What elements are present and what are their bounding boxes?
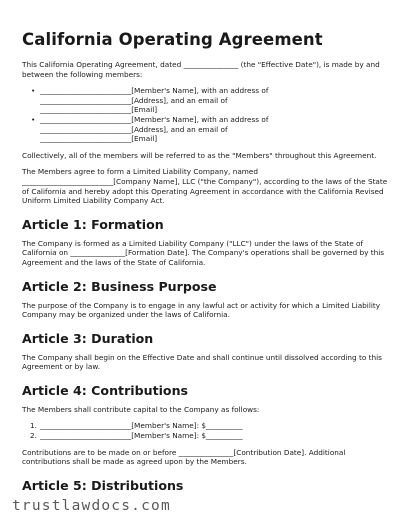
watermark: trustlawdocs.com bbox=[12, 498, 171, 514]
member-address-line: _________________________[Address], and an email of bbox=[40, 95, 228, 105]
article-4-text: The Members shall contribute capital to the Company as follows: bbox=[22, 404, 260, 414]
document-title: California Operating Agreement bbox=[22, 30, 323, 49]
contribution-item bbox=[22, 421, 388, 431]
member-address-line: _________________________[Address], and an email of bbox=[40, 124, 228, 134]
contribution-number: 2. bbox=[30, 431, 37, 441]
article-1-text: The Company is formed as a Limited Liability Company ("LLC") under the laws of the State of California on _______________[Formation Date]. The Company's operations shall be governed by this Agreement and the laws of the State of California. bbox=[22, 238, 385, 267]
member-item bbox=[22, 115, 388, 144]
contribution-text: _________________________[Member's Name]: $__________ bbox=[40, 431, 243, 441]
article-5-heading: Article 5: Distributions bbox=[22, 477, 184, 493]
intro-paragraph: This California Operating Agreement, dated _______________ (the "Effective Date"), is made by and between the following members: bbox=[22, 60, 380, 79]
article-2-text: The purpose of the Company is to engage in any lawful act or activity for which a Limited Liability Company may be organized under the laws of California. bbox=[22, 300, 381, 320]
article-3-heading: Article 3: Duration bbox=[22, 330, 154, 346]
member-item bbox=[22, 86, 388, 115]
document-page bbox=[22, 30, 388, 500]
article-3-text: The Company shall begin on the Effective Date and shall continue until dissolved according to this Agreement or by law. bbox=[22, 352, 382, 372]
article-2-heading: Article 2: Business Purpose bbox=[22, 278, 217, 294]
formation-intro-paragraph: The Members agree to form a Limited Liability Company, named _________________________[Company Name], LLC ("the Company"), according to the laws of the State of California and hereby adopt this Operating Agreement in accordance with the California Revised Uniform Limited Liability Company Act. bbox=[22, 167, 388, 206]
members-list bbox=[22, 86, 388, 144]
member-email-line: _________________________[Email] bbox=[40, 105, 158, 115]
article-4-heading: Article 4: Contributions bbox=[22, 382, 189, 398]
collective-paragraph: Collectively, all of the members will be referred to as the "Members" throughout this Agreement. bbox=[22, 150, 377, 160]
contributions-list bbox=[22, 421, 388, 440]
contribution-number: 1. bbox=[30, 421, 37, 431]
member-name-line: _________________________[Member's Name], with an address of bbox=[40, 114, 269, 124]
member-email-line: _________________________[Email] bbox=[40, 134, 158, 144]
contribution-text: _________________________[Member's Name]: $__________ bbox=[40, 421, 243, 431]
contribution-item bbox=[22, 431, 388, 441]
member-name-line: _________________________[Member's Name], with an address of bbox=[40, 86, 269, 96]
contributions-note: Contributions are to be made on or before _______________[Contribution Date]. Additional contributions shall be made as agreed upon by the Members. bbox=[22, 447, 346, 467]
article-1-heading: Article 1: Formation bbox=[22, 216, 164, 232]
